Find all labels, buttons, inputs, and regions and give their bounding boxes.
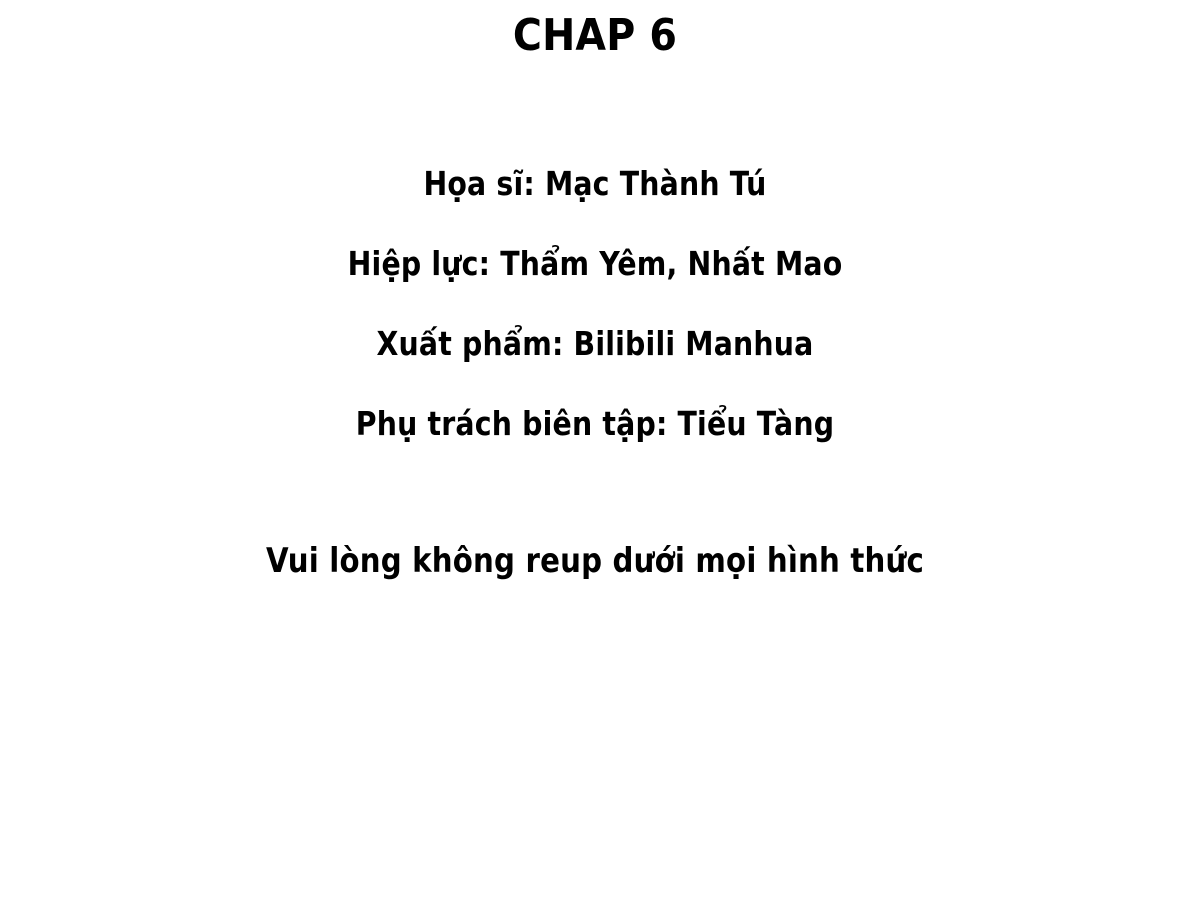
- credit-collaborators: Hiệp lực: Thẩm Yêm, Nhất Mao: [347, 244, 843, 283]
- reupload-notice: Vui lòng không reup dưới mọi hình thức: [265, 541, 925, 581]
- credit-publisher: Xuất phẩm: Bilibili Manhua: [376, 324, 814, 363]
- credit-artist: Họa sĩ: Mạc Thành Tú: [423, 164, 767, 203]
- chapter-title: CHAP 6: [512, 10, 678, 61]
- credit-editor: Phụ trách biên tập: Tiểu Tàng: [355, 404, 835, 443]
